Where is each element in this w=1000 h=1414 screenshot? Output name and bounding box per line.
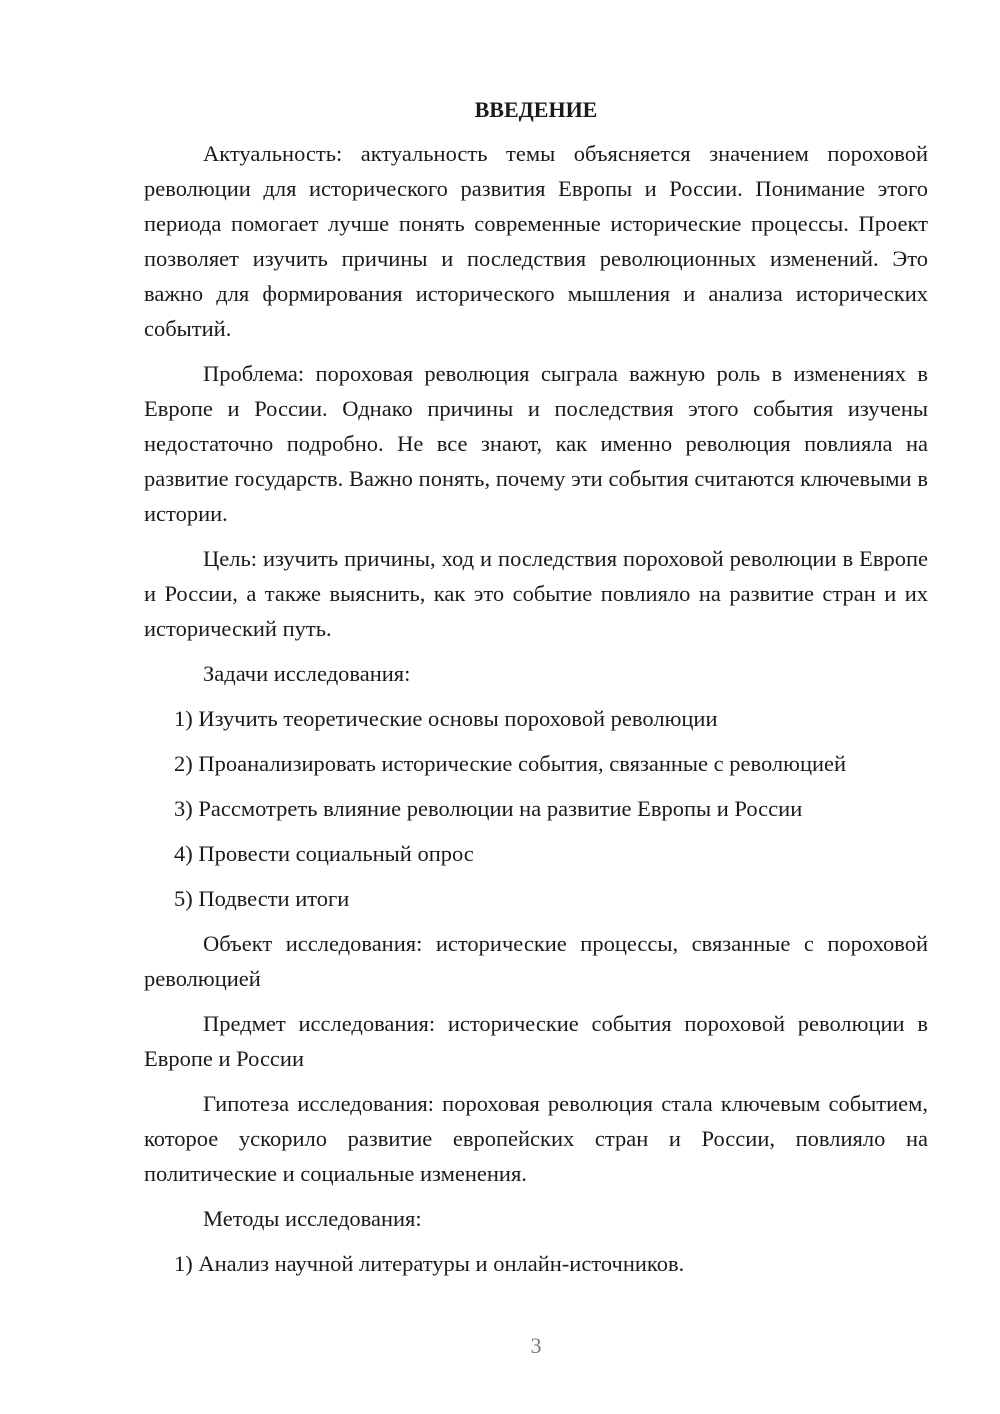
object-paragraph: Объект исследования: исторические процессы, связанные с пороховой революцией (144, 931, 928, 991)
relevance-paragraph: Актуальность: актуальность темы объясняется значением пороховой революции для исторического развития Европы и России. Понимание этого периода помогает лучше понять современные исторические процессы. Проект позволяет изучить причины и последствия революционных изменений. Это важно для формирования исторического мышления и анализа исторических событий. (144, 141, 928, 341)
list-item: 1) Изучить теоретические основы пороховой революции (174, 706, 718, 731)
document-page (144, 92, 928, 1291)
list-item: 5) Подвести итоги (174, 886, 350, 911)
page-title: ВВЕДЕНИЕ (474, 97, 598, 122)
list-item: 4) Провести социальный опрос (174, 841, 474, 866)
methods-list (144, 1246, 928, 1281)
goal-paragraph: Цель: изучить причины, ход и последствия пороховой революции в Европе и России, а также выяснить, как это событие повлияло на развитие стран и их исторический путь. (144, 546, 928, 641)
list-item: 2) Проанализировать исторические события, связанные с революцией (174, 751, 847, 776)
subject-paragraph: Предмет исследования: исторические события пороховой революции в Европе и России (144, 1011, 928, 1071)
tasks-heading: Задачи исследования: (203, 661, 411, 686)
list-item: 3) Рассмотреть влияние революции на развитие Европы и России (174, 796, 803, 821)
tasks-list (144, 701, 928, 916)
page-number: 3 (530, 1333, 542, 1358)
list-item: 1) Анализ научной литературы и онлайн-источников. (174, 1251, 685, 1276)
hypothesis-paragraph: Гипотеза исследования: пороховая революция стала ключевым событием, которое ускорило развитие европейских стран и России, повлияло на политические и социальные изменения. (144, 1091, 928, 1186)
methods-heading: Методы исследования: (203, 1206, 422, 1231)
problem-paragraph: Проблема: пороховая революция сыграла важную роль в изменениях в Европе и России. Однако причины и последствия этого события изучены недостаточно подробно. Не все знают, как именно революция повлияла на развитие государств. Важно понять, почему эти события считаются ключевыми в истории. (144, 361, 928, 526)
